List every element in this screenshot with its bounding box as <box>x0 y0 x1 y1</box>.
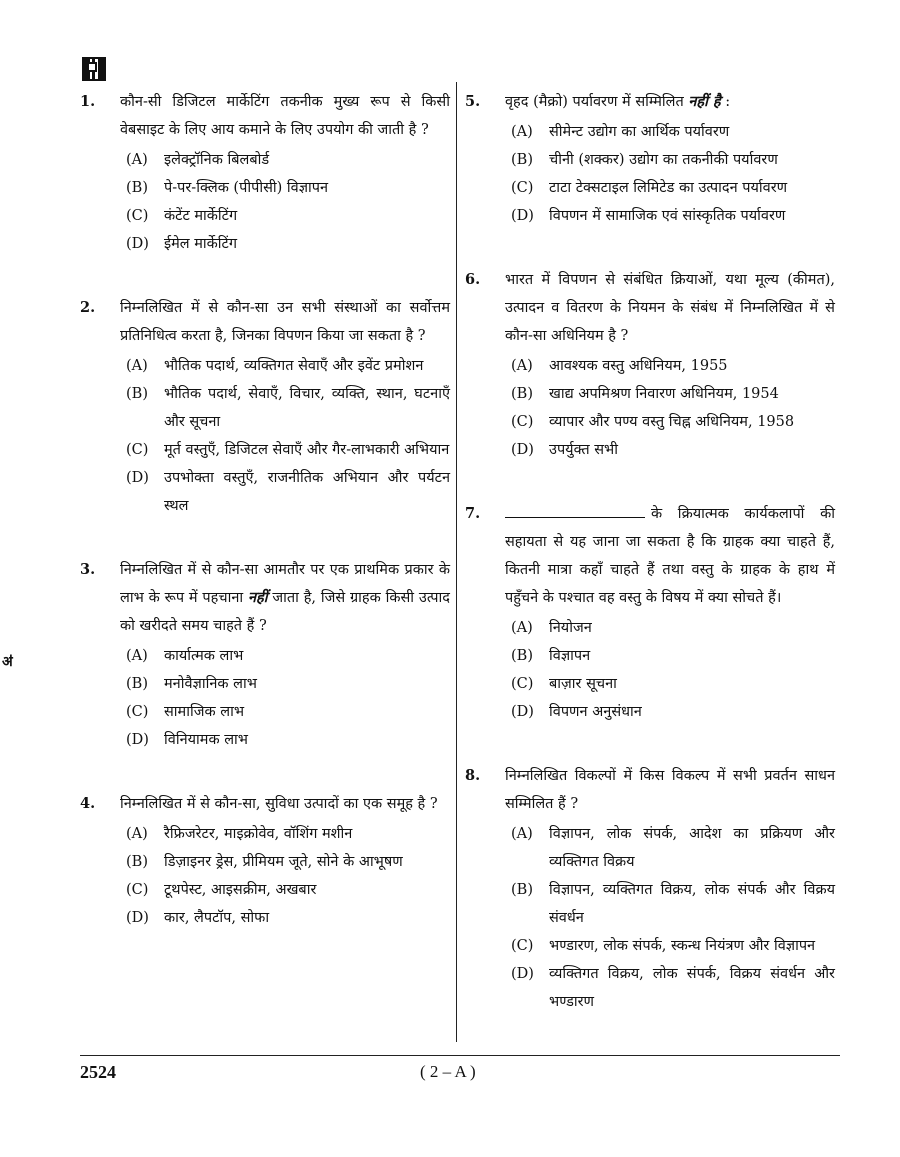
emphasis-text: नहीं है <box>688 93 721 110</box>
option-key: (A) <box>511 620 533 636</box>
option-text: रैफ्रिजरेटर, माइक्रोवेव, वॉशिंग मशीन <box>164 826 353 842</box>
option-text: ईमेल मार्केटिंग <box>164 236 238 252</box>
options-list <box>505 352 835 464</box>
option-text: पे-पर-क्लिक (पीपीसी) विज्ञापन <box>164 180 329 196</box>
option <box>511 698 835 726</box>
options-list <box>120 642 450 754</box>
option-key: (A) <box>511 124 533 140</box>
emphasis-text: नहीं <box>247 589 268 606</box>
options-list <box>505 614 835 726</box>
question-number: 6. <box>465 271 481 288</box>
footer-rule <box>80 1055 840 1056</box>
column-divider <box>456 82 457 1042</box>
option <box>511 436 835 464</box>
question-text <box>505 500 835 612</box>
option-text: विनियामक लाभ <box>164 732 248 748</box>
option <box>126 876 450 904</box>
option-key: (A) <box>511 826 533 842</box>
option-key: (A) <box>126 648 148 664</box>
option-key: (C) <box>126 704 149 720</box>
option-text: चीनी (शक्कर) उद्योग का तकनीकी पर्यावरण <box>549 152 778 168</box>
option-key: (A) <box>126 358 148 374</box>
option-text: खाद्य अपमिश्रण निवारण अधिनियम, 1954 <box>549 386 779 402</box>
options-list <box>120 352 450 520</box>
booklet-code: 2524 <box>80 1062 116 1082</box>
option-text: विपणन अनुसंधान <box>549 704 642 720</box>
text-run: निम्नलिखित में से कौन-सा आमतौर पर एक प्राथमिक प्रकार के लाभ के रूप में पहचाना <box>120 562 450 606</box>
option-key: (C) <box>126 442 149 458</box>
option-text: सामाजिक लाभ <box>164 704 245 720</box>
option <box>126 352 450 380</box>
question-text: भारत में विपणन से संबंधित क्रियाओं, यथा मूल्य (कीमत), उत्पादन व वितरण के नियमन के संबंध में निम्नलिखित में से कौन-सा अधिनियम है ? <box>505 272 835 344</box>
question-number: 1. <box>80 93 96 110</box>
option <box>126 698 450 726</box>
option-key: (A) <box>126 826 148 842</box>
option-key: (B) <box>126 854 148 870</box>
option-text: कार, लैपटॉप, सोफा <box>164 910 270 926</box>
option-text: कार्यात्मक लाभ <box>164 648 244 664</box>
option <box>126 904 450 932</box>
option <box>126 230 450 258</box>
option-key: (C) <box>126 208 149 224</box>
option-key: (B) <box>126 676 148 692</box>
question-7 <box>465 500 835 726</box>
text-run: जाता है, जिसे ग्राहक किसी उत्पाद को खरीदते समय चाहते हैं ? <box>120 590 450 634</box>
option-text: भण्डारण, लोक संपर्क, स्कन्ध नियंत्रण और विज्ञापन <box>549 938 816 954</box>
option-text: डिज़ाइनर ड्रेस, प्रीमियम जूते, सोने के आभूषण <box>164 854 403 870</box>
option-text: कंटेंट मार्केटिंग <box>164 208 238 224</box>
option-text: मनोवैज्ञानिक लाभ <box>164 676 257 692</box>
option-key: (D) <box>126 470 149 486</box>
question-text: निम्नलिखित में से कौन-सा, सुविधा उत्पादों का एक समूह है ? <box>120 796 438 812</box>
option-key: (B) <box>511 882 533 898</box>
option-text: उपभोक्ता वस्तुएँ, राजनीतिक अभियान और पर्यटन स्थल <box>164 470 450 514</box>
option <box>511 408 835 436</box>
option-text: व्यापार और पण्य वस्तु चिह्न अधिनियम, 1958 <box>549 414 795 430</box>
option <box>126 380 450 436</box>
option-key: (B) <box>126 180 148 196</box>
question-number: 5. <box>465 93 481 110</box>
option-text: टाटा टेक्सटाइल लिमिटेड का उत्पादन पर्यावरण <box>549 180 788 196</box>
option-key: (C) <box>511 676 534 692</box>
option <box>511 614 835 642</box>
option-key: (B) <box>511 152 533 168</box>
option-key: (A) <box>511 358 533 374</box>
option <box>126 146 450 174</box>
question-number: 8. <box>465 767 481 784</box>
option-text: विज्ञापन, व्यक्तिगत विक्रय, लोक संपर्क और विक्रय संवर्धन <box>549 882 835 926</box>
option <box>511 202 835 230</box>
option-key: (B) <box>511 648 533 664</box>
option-key: (D) <box>511 442 534 458</box>
option-text: नियोजन <box>549 620 592 636</box>
options-list <box>120 820 450 932</box>
option-key: (C) <box>126 882 149 898</box>
option <box>511 642 835 670</box>
question-8 <box>465 762 835 1016</box>
option-text: विज्ञापन <box>549 648 591 664</box>
question-number: 7. <box>465 505 481 522</box>
text-run: वृहद (मैक्रो) पर्यावरण में सम्मिलित <box>505 94 689 110</box>
question-text <box>120 556 450 640</box>
option <box>126 848 450 876</box>
question-text: कौन-सी डिजिटल मार्केटिंग तकनीक मुख्य रूप से किसी वेबसाइट के लिए आय कमाने के लिए उपयोग की जाती है ? <box>120 94 450 138</box>
options-list <box>505 820 835 1016</box>
option-key: (D) <box>126 236 149 252</box>
option <box>511 380 835 408</box>
option-key: (D) <box>126 732 149 748</box>
option-key: (A) <box>126 152 148 168</box>
option <box>126 174 450 202</box>
option-text: आवश्यक वस्तु अधिनियम, 1955 <box>549 358 728 374</box>
option-text: भौतिक पदार्थ, सेवाएँ, विचार, व्यक्ति, स्थान, घटनाएँ और सूचना <box>164 386 450 430</box>
option <box>511 146 835 174</box>
option <box>511 352 835 380</box>
option <box>126 670 450 698</box>
text-run: : <box>720 94 731 110</box>
option-key: (B) <box>126 386 148 402</box>
option <box>511 960 835 1016</box>
option-text: टूथपेस्ट, आइसक्रीम, अखबार <box>164 882 317 898</box>
option <box>126 464 450 520</box>
question-2 <box>80 294 450 520</box>
option-key: (C) <box>511 938 534 954</box>
option-text: बाज़ार सूचना <box>549 676 617 692</box>
option-text: इलेक्ट्रॉनिक बिलबोर्ड <box>164 152 270 168</box>
option-key: (D) <box>511 966 534 982</box>
question-4 <box>80 790 450 932</box>
question-number: 4. <box>80 795 96 812</box>
question-text: निम्नलिखित में से कौन-सा उन सभी संस्थाओं का सर्वोत्तम प्रतिनिधित्व करता है, जिनका विपणन किया जा सकता है ? <box>120 300 450 344</box>
option <box>126 642 450 670</box>
question-number: 2. <box>80 299 96 316</box>
option <box>511 670 835 698</box>
option <box>126 820 450 848</box>
option <box>511 174 835 202</box>
question-1 <box>80 88 450 258</box>
option-text: उपर्युक्त सभी <box>549 442 618 458</box>
option-text: भौतिक पदार्थ, व्यक्तिगत सेवाएँ और इवेंट प्रमोशन <box>164 358 424 374</box>
option-text: विज्ञापन, लोक संपर्क, आदेश का प्रक्रियण और व्यक्तिगत विक्रय <box>549 826 835 870</box>
option-key: (B) <box>511 386 533 402</box>
text-run: के क्रियात्मक कार्यकलापों की सहायता से यह जाना जा सकता है कि ग्राहक क्या चाहते हैं, कितनी मात्रा कहाँ चाहते हैं तथा वस्तु के ग्राहक के हाथ में पहुँचने के पश्चात वह वस्तु के विषय में क्या सोचते हैं। <box>505 506 835 606</box>
right-column <box>465 88 835 1016</box>
option-key: (D) <box>511 704 534 720</box>
options-list <box>505 118 835 230</box>
qr-code-icon <box>82 57 106 81</box>
question-number: 3. <box>80 561 96 578</box>
option-text: व्यक्तिगत विक्रय, लोक संपर्क, विक्रय संवर्धन और भण्डारण <box>549 966 835 1010</box>
option <box>126 202 450 230</box>
option-text: मूर्त वस्तुएँ, डिजिटल सेवाएँ और गैर-लाभकारी अभियान <box>164 442 450 458</box>
option-key: (D) <box>511 208 534 224</box>
option-key: (C) <box>511 180 534 196</box>
fill-in-blank <box>505 501 645 518</box>
option-text: विपणन में सामाजिक एवं सांस्कृतिक पर्यावरण <box>549 208 786 224</box>
edge-mark: ॳ <box>2 654 13 670</box>
option <box>511 118 835 146</box>
option <box>511 876 835 932</box>
question-5 <box>465 88 835 230</box>
question-6 <box>465 266 835 464</box>
option-text: सीमेन्ट उद्योग का आर्थिक पर्यावरण <box>549 124 730 140</box>
question-3 <box>80 556 450 754</box>
option <box>126 726 450 754</box>
options-list <box>120 146 450 258</box>
option-key: (C) <box>511 414 534 430</box>
question-text <box>505 88 835 116</box>
option-key: (D) <box>126 910 149 926</box>
option <box>511 932 835 960</box>
page-number: ( 2 – A ) <box>420 1062 476 1081</box>
option <box>126 436 450 464</box>
question-text: निम्नलिखित विकल्पों में किस विकल्प में सभी प्रवर्तन साधन सम्मिलित हैं ? <box>505 768 835 812</box>
left-column <box>80 88 450 932</box>
option <box>511 820 835 876</box>
